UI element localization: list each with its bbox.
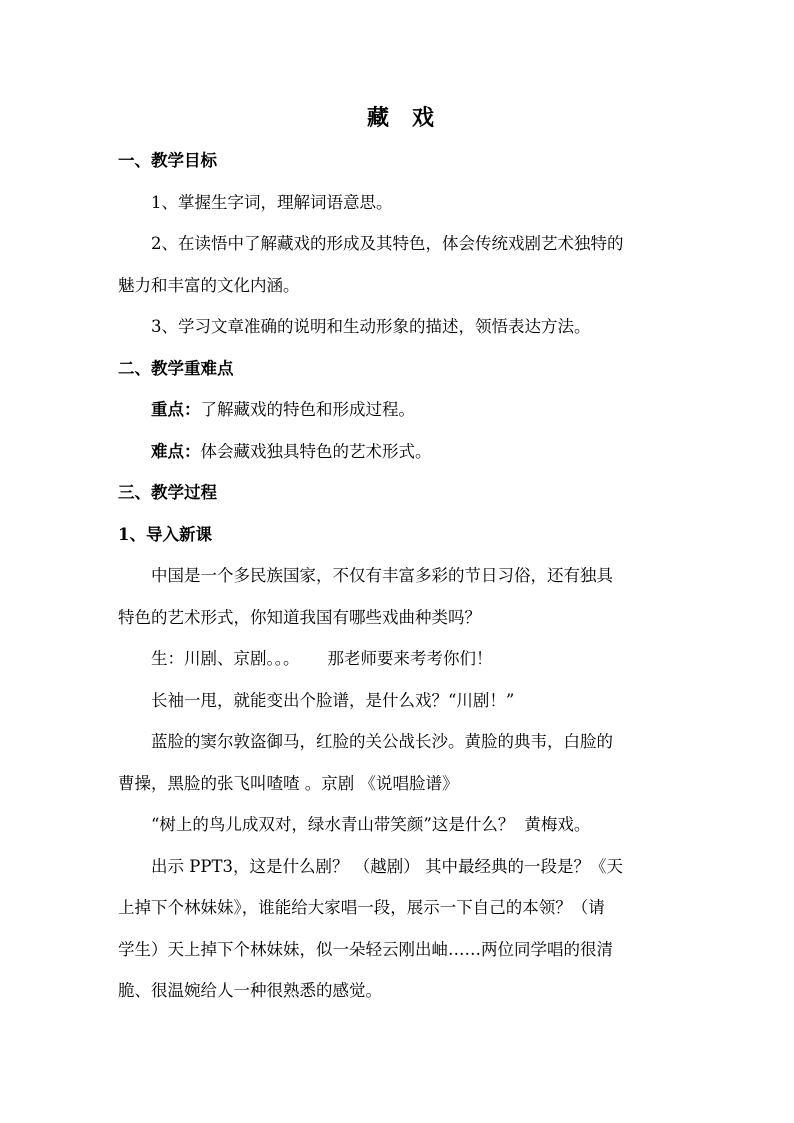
key-point-text: 了解藏戏的特色和形成过程。 [200, 400, 415, 419]
key-point [118, 389, 684, 431]
section-heading-key-points: 二、教学重难点 [118, 358, 234, 378]
subsection-heading-introduction: 1、导入新课 [118, 524, 212, 544]
goal-item-3: 3、学习文章准确的说明和生动形象的描述，领悟表达方法。 [151, 317, 591, 336]
paragraph-4-line-2: 曹操，黑脸的张飞叫喳喳 。京剧 《说唱脸谱》 [118, 773, 459, 793]
paragraph-6-line-4: 脆、很温婉给人一种很熟悉的感觉。 [118, 981, 382, 1000]
paragraph-2-teacher: 那老师要来考考你们！ [327, 649, 493, 668]
goal-item-1: 1、掌握生字词，理解词语意思。 [151, 192, 393, 212]
paragraph-1-line-2: 特色的艺术形式，你知道我国有哪些戏曲种类吗？ [118, 607, 481, 627]
goal-item-2-line-2: 魅力和丰富的文化内涵。 [118, 275, 300, 295]
key-point-label: 重点： [151, 400, 201, 419]
paragraph-6-line-1: 出示 PPT3，这是什么剧？ （越剧） 其中最经典的一段是？《天 [151, 856, 623, 876]
difficult-point [118, 431, 684, 473]
section-heading-teaching-process: 三、教学过程 [118, 483, 217, 502]
goal-item-2-line-1: 2、在读悟中了解藏戏的形成及其特色，体会传统戏剧艺术独特的 [151, 234, 624, 253]
difficult-point-text: 体会藏戏独具特色的艺术形式。 [200, 441, 432, 461]
paragraph-5-answer: 黄梅戏。 [524, 815, 591, 834]
paragraph-6-line-3: 学生）天上掉下个林妹妹，似一朵轻云刚出岫……两位同学唱的很清 [118, 939, 613, 959]
title-char-2: 戏 [412, 105, 436, 131]
paragraph-2 [118, 638, 684, 680]
paragraph-1-line-1: 中国是一个多民族国家，不仅有丰富多彩的节日习俗，还有独具 [151, 566, 613, 585]
paragraph-6-line-2: 上掉下个林妹妹》，谁能给大家唱一段，展示一下自己的本领？（请 [118, 898, 605, 917]
page-title [118, 96, 684, 140]
paragraph-3: 长袖一甩，就能变出个脸谱，是什么戏？“川剧！” [151, 690, 515, 710]
title-char-1: 藏 [366, 105, 390, 131]
section-heading-teaching-goals: 一、教学目标 [118, 151, 217, 170]
difficult-point-label: 难点： [151, 441, 201, 461]
paragraph-4-line-1: 蓝脸的窦尔敦盗御马，红脸的关公战长沙。黄脸的典韦，白脸的 [151, 732, 613, 751]
paragraph-5 [118, 804, 684, 846]
document-body [118, 96, 684, 1012]
paragraph-5-lyric: “树上的鸟儿成双对，绿水青山带笑颜”这是什么？ [151, 815, 515, 834]
paragraph-2-student: 生：川剧、京剧。。。 [151, 649, 300, 668]
